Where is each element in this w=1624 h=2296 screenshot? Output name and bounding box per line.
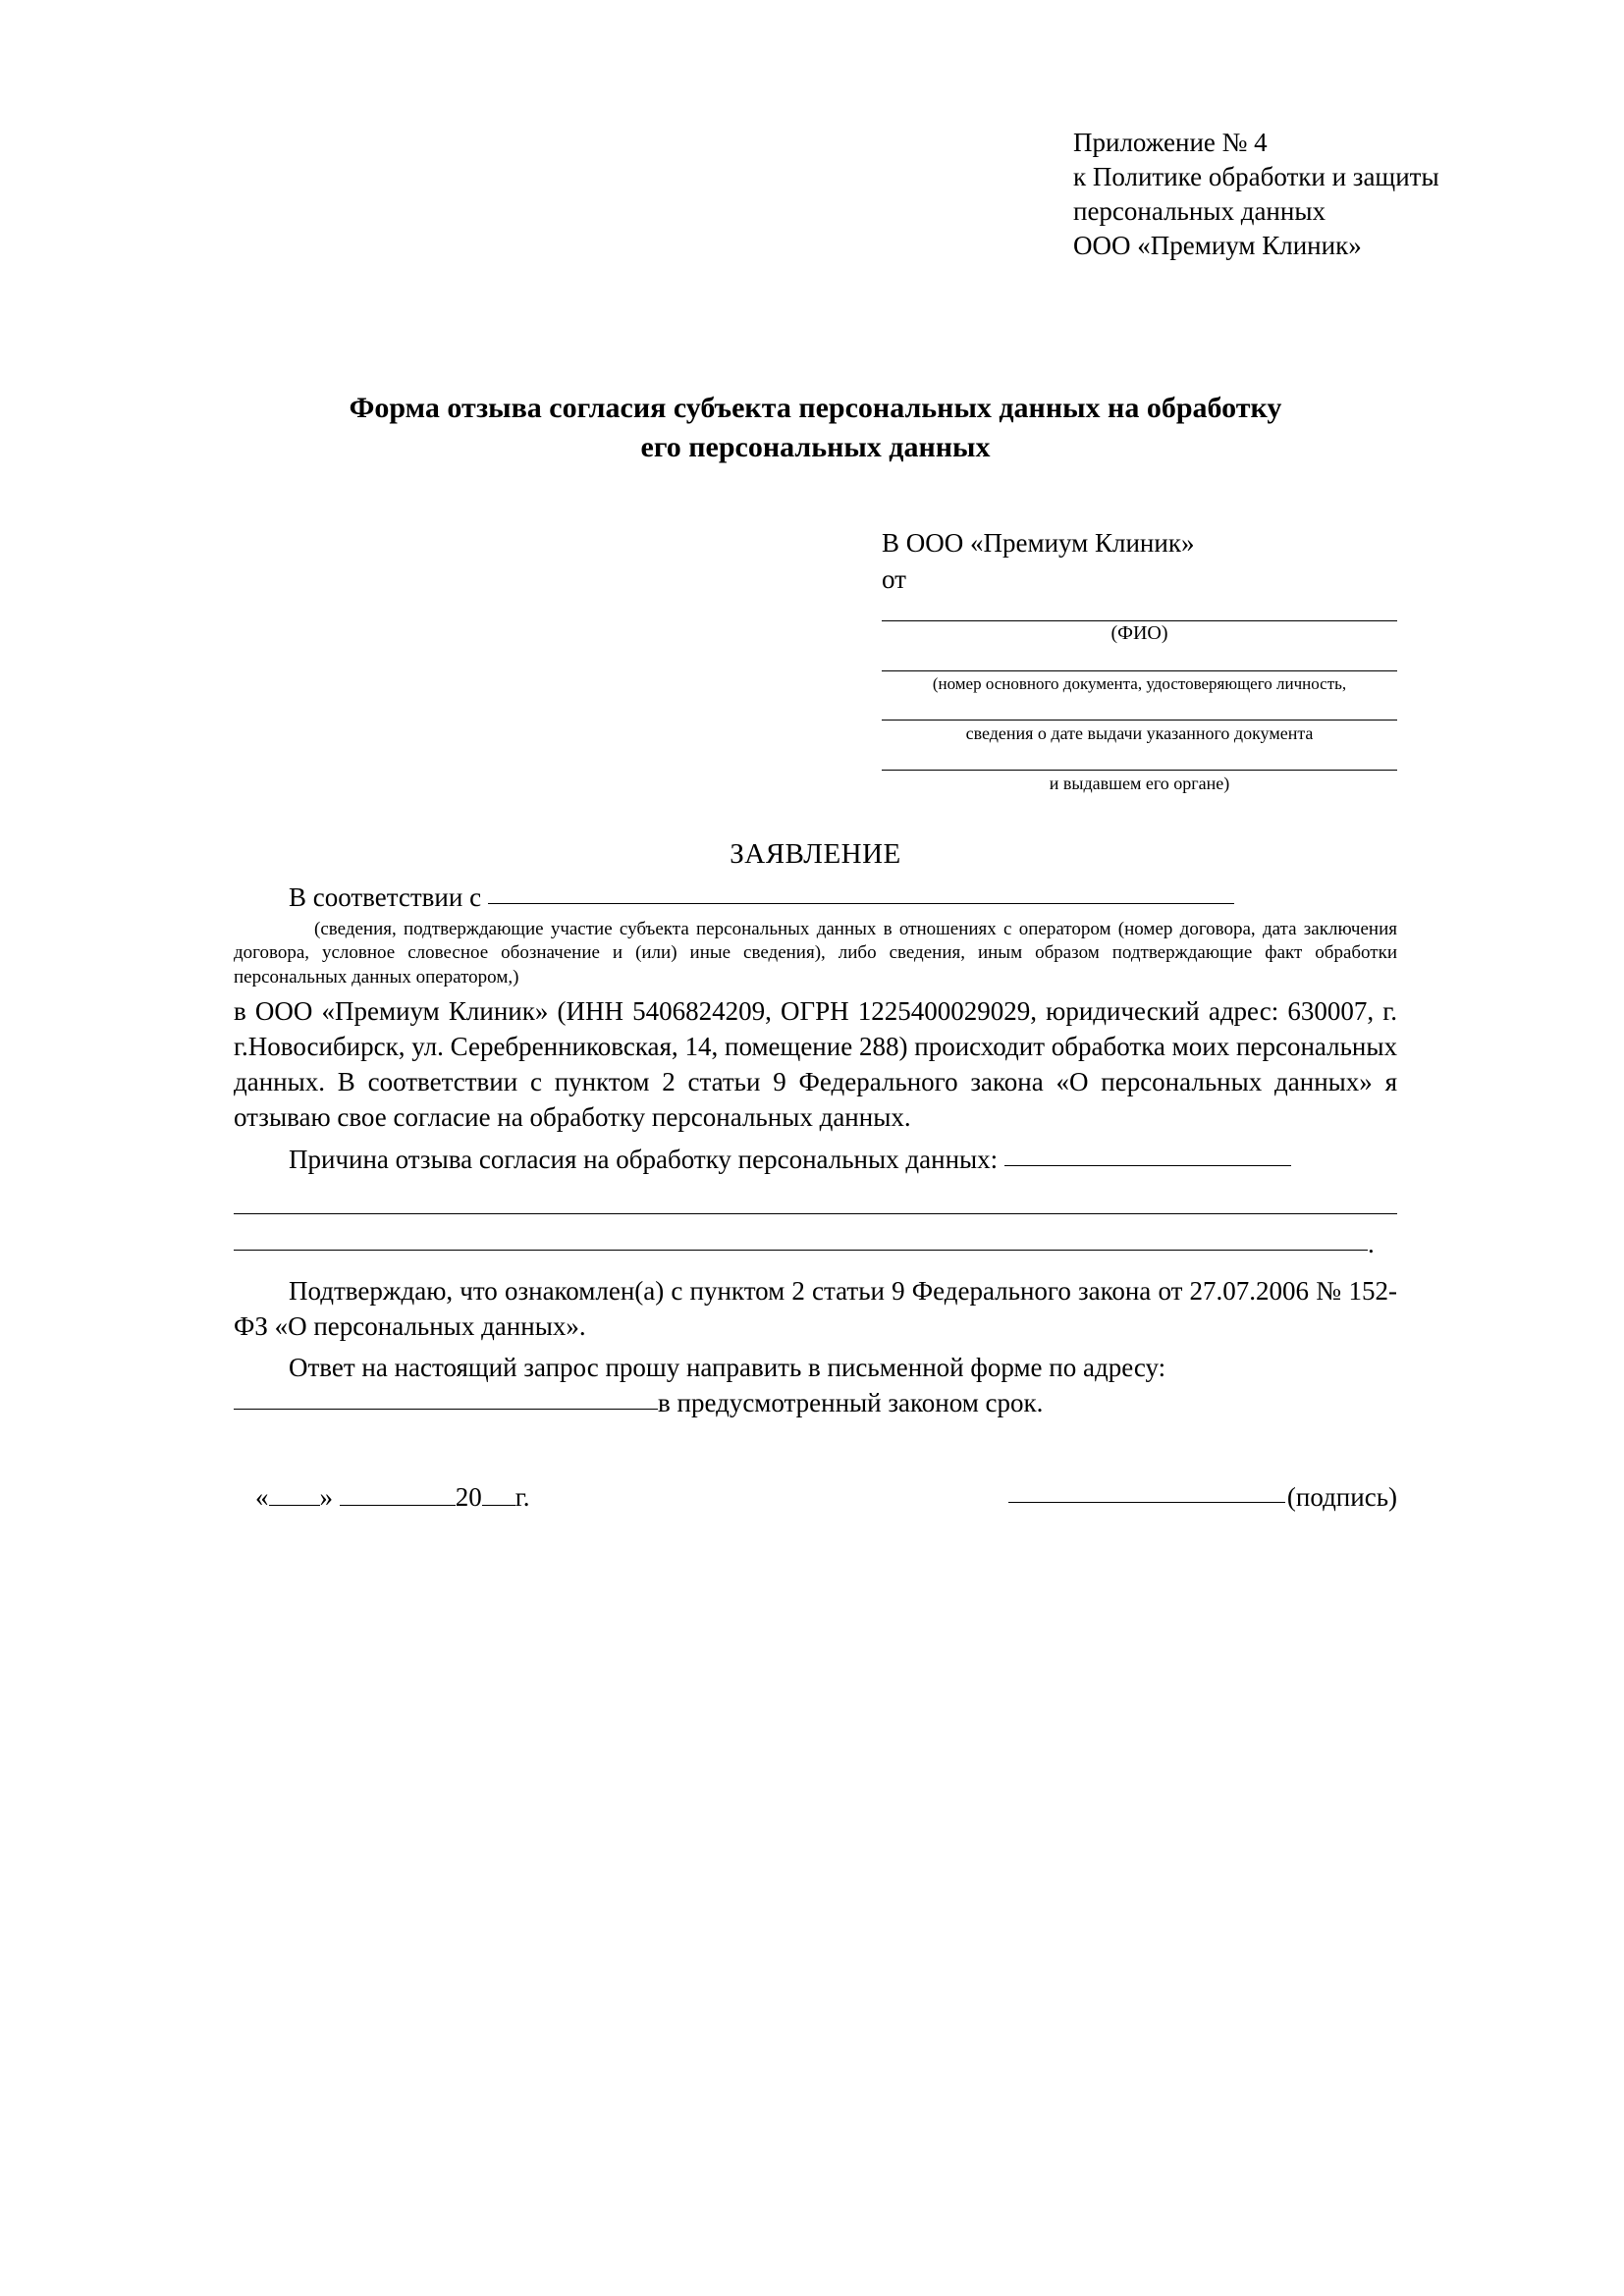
reason-end-period: .: [1368, 1229, 1375, 1259]
document-issuer-caption: и выдавшем его органе): [1049, 774, 1230, 794]
address-input-line[interactable]: [234, 1409, 658, 1410]
page-title: [234, 389, 1397, 466]
signature-caption: (подпись): [1286, 1481, 1397, 1512]
statement-intro-row: [234, 881, 1397, 916]
statement-fineprint-text: (сведения, подтверждающие участие субъекта персональных данных в отношениях с оператором (номер договора, дата заключения договора, условное словесное обозначение и (или) иные сведения), либо сведения, иным образом подтверждающие факт обработки персональных данных оператором,): [234, 918, 1397, 988]
statement-paragraph-3: Ответ на настоящий запрос прошу направить в письменной форме по адресу:: [289, 1353, 1166, 1383]
document-content: [234, 126, 1439, 1513]
addressee-from-label: от: [882, 563, 906, 594]
appendix-header-line-1: Приложение № 4: [1073, 128, 1268, 157]
date-year-suffix: г.: [514, 1481, 530, 1512]
address-input-row: [234, 1386, 1397, 1421]
statement-heading: ЗАЯВЛЕНИЕ: [730, 837, 901, 870]
document-issuer-input-line[interactable]: [882, 744, 1397, 771]
statement-paragraph-3-wrap: [234, 1351, 1397, 1421]
date-field[interactable]: [255, 1482, 530, 1513]
appendix-header: [1073, 126, 1439, 263]
signature-field[interactable]: [1008, 1482, 1397, 1513]
reason-input-line-3-wrap: [234, 1214, 1397, 1262]
statement-paragraph-2-wrap: [234, 1274, 1397, 1345]
statement-intro-input-line[interactable]: [488, 903, 1234, 904]
page-title-line-2: его персональных данных: [640, 430, 991, 463]
page-title-line-1: Форма отзыва согласия субъекта персональных данных на обработку: [349, 392, 1282, 425]
reason-label: Причина отзыва согласия на обработку персональных данных:: [289, 1145, 999, 1175]
statement-fineprint: [234, 918, 1397, 990]
statement-paragraph-1-wrap: [234, 994, 1397, 1136]
statement-paragraph-1: в ООО «Премиум Клиник» (ИНН 5406824209, ОГРН 1225400029029, юридический адрес: 630007, г. г.Новосибирск, ул. Серебренниковская, 14, помещение 288) происходит обработка моих персональных данных. В соответствии с пунктом 2 статьи 9 Федерального закона «О персональных данных» я отзываю свое согласие на обработку персональных данных.: [234, 995, 1397, 1132]
date-day-blank[interactable]: [269, 1505, 320, 1506]
reason-input-line-2[interactable]: [234, 1178, 1397, 1214]
document-number-input-line[interactable]: [882, 645, 1397, 671]
date-month-blank[interactable]: [340, 1505, 456, 1506]
reason-row: [234, 1143, 1397, 1178]
fio-input-line[interactable]: [882, 595, 1397, 621]
document-number-caption: (номер основного документа, удостоверяющего личность,: [932, 673, 1347, 693]
statement-intro-label: В соответствии с: [289, 881, 482, 912]
appendix-header-line-4: ООО «Премиум Клиник»: [1073, 231, 1362, 261]
signature-input-line[interactable]: [1008, 1502, 1285, 1503]
signature-row: [234, 1482, 1397, 1513]
date-quote-open: «: [255, 1481, 269, 1512]
statement-paragraph-3-tail: в предусмотренный законом срок.: [658, 1387, 1044, 1417]
document-date-caption: сведения о дате выдачи указанного документа: [965, 722, 1314, 743]
reason-input-line-3[interactable]: [234, 1214, 1368, 1251]
date-year-blank[interactable]: [482, 1505, 515, 1506]
appendix-header-line-3: персональных данных: [1073, 196, 1326, 227]
reason-input-line-1[interactable]: [1004, 1165, 1291, 1166]
statement-paragraph-2: Подтверждаю, что ознакомлен(а) с пунктом 2 статьи 9 Федерального закона от 27.07.2006 № 152-ФЗ «О персональных данных».: [234, 1276, 1397, 1342]
addressee-organization: В ООО «Премиум Клиник»: [882, 527, 1195, 558]
date-year-prefix: 20: [455, 1481, 482, 1512]
appendix-header-line-2: к Политике обработки и защиты: [1073, 162, 1439, 192]
document-date-input-line[interactable]: [882, 694, 1397, 721]
addressee-block: [882, 528, 1397, 795]
fio-caption: (ФИО): [1110, 621, 1168, 644]
statement-intro-paragraph: [234, 881, 1397, 916]
date-quote-close: »: [319, 1481, 333, 1512]
reason-paragraph: [234, 1143, 1397, 1178]
